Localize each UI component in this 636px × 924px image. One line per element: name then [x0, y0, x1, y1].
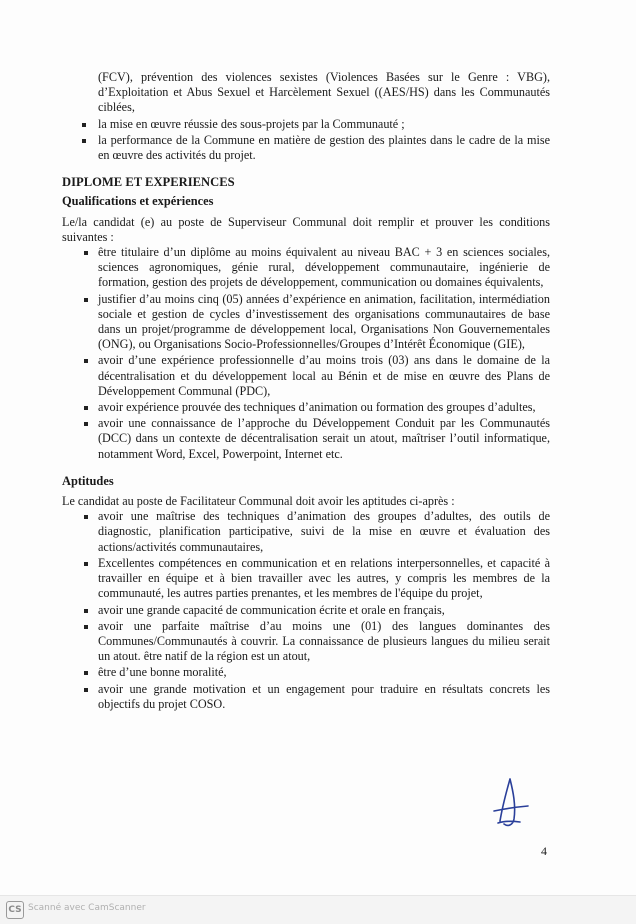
list-item: avoir expérience prouvée des techniques d’animation ou formation des groupes d’adultes, [62, 400, 550, 415]
page-number: 4 [541, 844, 547, 858]
qualifications-intro: Le/la candidat (e) au poste de Superviseur Communal doit remplir et prouver les conditions suivantes : [62, 214, 550, 244]
bullet-icon [82, 123, 86, 127]
list-item: avoir une grande capacité de communication écrite et orale en français, [62, 603, 550, 618]
list-item: la performance de la Commune en matière de gestion des plaintes dans le cadre de la mise en œuvre des activités du projet. [62, 133, 550, 163]
scanner-footer [0, 895, 636, 924]
list-item: être d’une bonne moralité, [62, 665, 550, 680]
bullet-icon [84, 609, 88, 613]
continuation-paragraph: (FCV), prévention des violences sexistes (Violences Basées sur le Genre : VBG), d’Exploitation et Abus Sexuel et Harcèlement Sexuel ((AES/HS) dans les Communautés ciblées, [98, 70, 550, 115]
bullet-icon [84, 359, 88, 363]
bullet-icon [84, 625, 88, 629]
bullet-icon [84, 422, 88, 426]
list-item: avoir une parfaite maîtrise d’au moins une (01) des langues dominantes des Communes/Communautés à couvrir. La connaissance de plusieurs langues du milieu serait un atout. être natif de la région est un atout, [62, 619, 550, 665]
aptitudes-list [62, 509, 550, 712]
bullet-icon [84, 671, 88, 675]
list-item: Excellentes compétences en communication et en relations interpersonnelles, et capacité à travailler en équipe et à bien travailler avec les autres, y compris les membres de la communauté, les autres parties prenantes, et les membres de l'équipe du projet, [62, 556, 550, 602]
bullet-icon [82, 139, 86, 143]
qualifications-list [62, 245, 550, 462]
bullet-icon [84, 688, 88, 692]
list-item: la mise en œuvre réussie des sous-projets par la Communauté ; [62, 117, 550, 132]
document-body [62, 70, 550, 713]
bullet-icon [84, 251, 88, 255]
bullet-icon [84, 515, 88, 519]
bullet-icon [84, 298, 88, 302]
list-item: avoir d’une expérience professionnelle d’au moins trois (03) ans dans le domaine de la décentralisation et du développement local au Bénin et de mise en œuvre des Plans de Développement Communal (PDC), [62, 353, 550, 399]
aptitudes-intro: Le candidat au poste de Facilitateur Communal doit avoir les aptitudes ci-après : [62, 494, 455, 509]
performance-list [62, 117, 550, 164]
camscanner-logo-icon: CS [6, 901, 24, 919]
signature-mark [480, 775, 540, 835]
scanner-watermark-text: Scanné avec CamScanner [28, 903, 146, 913]
list-item: être titulaire d’un diplôme au moins équivalent au niveau BAC + 3 en sciences sociales, sciences agronomiques, génie rural, développement communautaire, ingénierie de formation, gestion des projets de développement, communication ou domaines équivalents, [62, 245, 550, 291]
section-heading: DIPLOME ET EXPERIENCES [62, 175, 235, 190]
list-item: avoir une connaissance de l’approche du Développement Conduit par les Communautés (DCC) dans un contexte de décentralisation serait un atout, maîtriser l’outil informatique, notamment Word, Excel, Powerpoint, Internet etc. [62, 416, 550, 462]
list-item: avoir une grande motivation et un engagement pour traduire en résultats concrets les objectifs du projet COSO. [62, 682, 550, 712]
qualifications-heading: Qualifications et expériences [62, 194, 214, 209]
bullet-icon [84, 562, 88, 566]
bullet-icon [84, 406, 88, 410]
list-item: justifier d’au moins cinq (05) années d’expérience en animation, facilitation, intermédiation sociale et gestion de cycles d’investissement des organisations communautaires de base dans un projet/programme de développement local, Organisations Non Gouvernementales (ONG), ou Organisations Socio-Professionnelles/Groupes d’Intérêt Économique (GIE), [62, 292, 550, 353]
list-item: avoir une maîtrise des techniques d’animation des groupes d’adultes, des outils de diagnostic, planification participative, suivi de la mise en œuvre et évaluation des actions/activités communautaires, [62, 509, 550, 555]
aptitudes-heading: Aptitudes [62, 473, 114, 488]
